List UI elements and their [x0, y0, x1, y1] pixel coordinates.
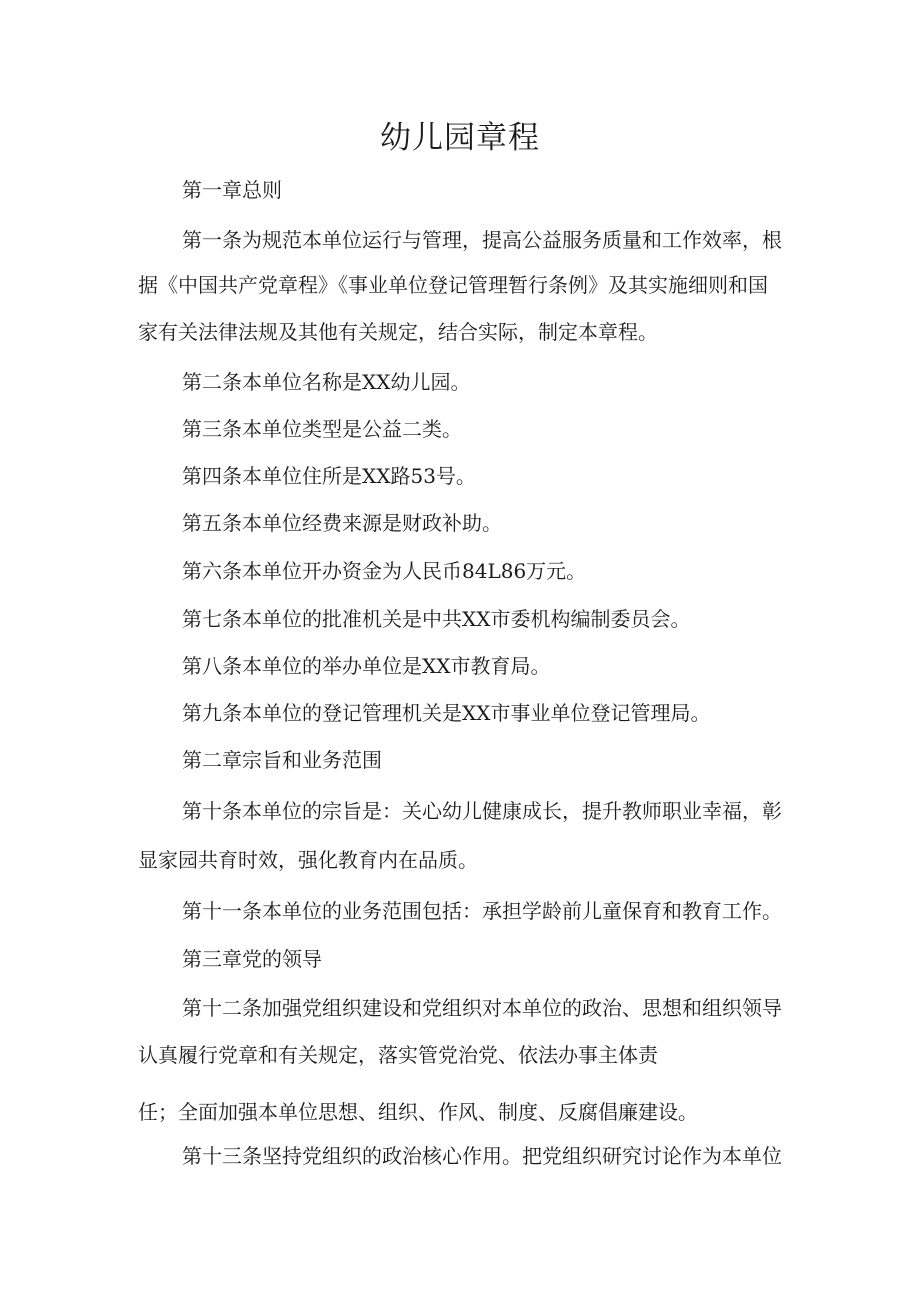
document-title: 幼儿园章程 [380, 120, 540, 156]
paragraph-line: 第十三条坚持党组织的政治核心作用。把党组织研究讨论作为本单位 [182, 1144, 782, 1168]
paragraph-line: 第七条本单位的批准机关是中共XX市委机构编制委员会。 [182, 607, 691, 631]
paragraph-line: 第十一条本单位的业务范围包括：承担学龄前儿童保育和教育工作。 [182, 899, 782, 923]
chapter-heading: 第三章党的领导 [182, 947, 322, 971]
paragraph-line: 第三条本单位类型是公益二类。 [182, 417, 462, 441]
paragraph-line: 家有关法律法规及其他有关规定，结合实际，制定本章程。 [138, 320, 658, 344]
paragraph-line: 第八条本单位的举办单位是XX市教育局。 [182, 654, 551, 678]
paragraph-line: 第五条本单位经费来源是财政补助。 [182, 511, 502, 535]
paragraph-line: 第十条本单位的宗旨是：关心幼儿健康成长，提升教师职业幸福，彰 [182, 799, 782, 823]
paragraph-line: 第二条本单位名称是XX幼儿园。 [182, 370, 471, 394]
chapter-heading: 第二章宗旨和业务范围 [182, 748, 382, 772]
paragraph-line: 任；全面加强本单位思想、组织、作风、制度、反腐倡廉建设。 [138, 1100, 698, 1124]
paragraph-line: 第九条本单位的登记管理机关是XX市事业单位登记管理局。 [182, 701, 711, 725]
paragraph-line: 第四条本单位住所是XX路53号。 [182, 464, 476, 488]
paragraph-line: 认真履行党章和有关规定，落实管党治党、依法办事主体责 [138, 1043, 658, 1067]
paragraph-line: 第十二条加强党组织建设和党组织对本单位的政治、思想和组织领导 [182, 996, 782, 1020]
paragraph-line: 据《中国共产党章程》《事业单位登记管理暂行条例》及其实施细则和国 [138, 273, 768, 297]
paragraph-line: 显家园共育时效，强化教育内在品质。 [138, 848, 478, 872]
paragraph-line: 第六条本单位开办资金为人民币84L86万元。 [182, 559, 587, 583]
chapter-heading: 第一章总则 [182, 178, 282, 202]
paragraph-line: 第一条为规范本单位运行与管理，提高公益服务质量和工作效率，根 [182, 228, 782, 252]
